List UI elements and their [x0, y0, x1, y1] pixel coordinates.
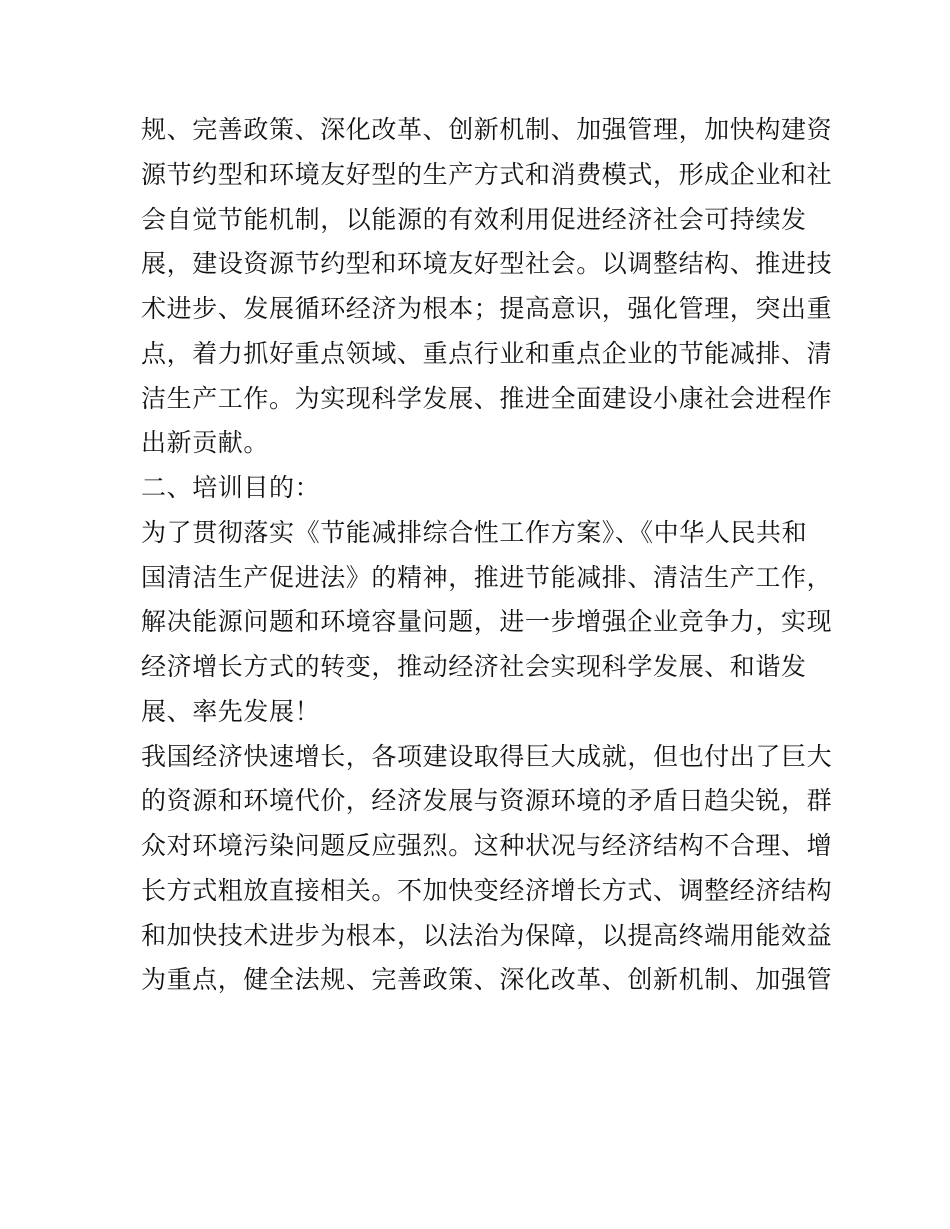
- text-line: 为重点，健全法规、完善政策、深化改革、创新机制、加强管: [141, 965, 833, 995]
- text-line: 经济增长方式的转变，推动经济社会实现科学发展、和谐发: [141, 652, 807, 681]
- text-line: 展、率先发展！: [141, 696, 321, 726]
- text-line: 规、完善政策、深化改革、创新机制、加强管理，加快构建资: [141, 115, 833, 144]
- text-line: 解决能源问题和环境容量问题，进一步增强企业竞争力，实现: [141, 607, 833, 637]
- text-line: 展，建设资源节约型和环境友好型社会。以调整结构、推进技: [141, 249, 833, 279]
- text-line: 术进步、发展循环经济为根本；提高意识，强化管理，突出重: [141, 294, 833, 323]
- section-heading: 二、培训目的：: [141, 473, 321, 502]
- text-line: 源节约型和环境友好型的生产方式和消费模式，形成企业和社: [141, 159, 833, 189]
- text-line: 国清洁生产促进法》的精神，推进节能减排、清洁生产工作，: [141, 562, 833, 592]
- text-line: 的资源和环境代价，经济发展与资源环境的矛盾日趋尖锐，群: [141, 786, 833, 816]
- text-line: 众对环境污染问题反应强烈。这种状况与经济结构不合理、增: [141, 831, 833, 860]
- text-line: 出新贡献。: [141, 428, 270, 458]
- text-line: 为了贯彻落实《节能减排综合性工作方案》、《中华人民共和: [141, 517, 808, 547]
- text-line: 会自觉节能机制，以能源的有效利用促进经济社会可持续发: [141, 204, 807, 234]
- text-line: 和加快技术进步为根本，以法治为保障，以提高终端用能效益: [141, 920, 833, 950]
- text-line: 长方式粗放直接相关。不加快变经济增长方式、调整经济结构: [141, 875, 833, 905]
- document-body: [141, 108, 833, 1003]
- text-line: 洁生产工作。为实现科学发展、推进全面建设小康社会进程作: [141, 383, 833, 413]
- text-line: 点，着力抓好重点领域、重点行业和重点企业的节能减排、清: [141, 338, 833, 368]
- text-line: 我国经济快速增长，各项建设取得巨大成就，但也付出了巨大: [141, 741, 833, 771]
